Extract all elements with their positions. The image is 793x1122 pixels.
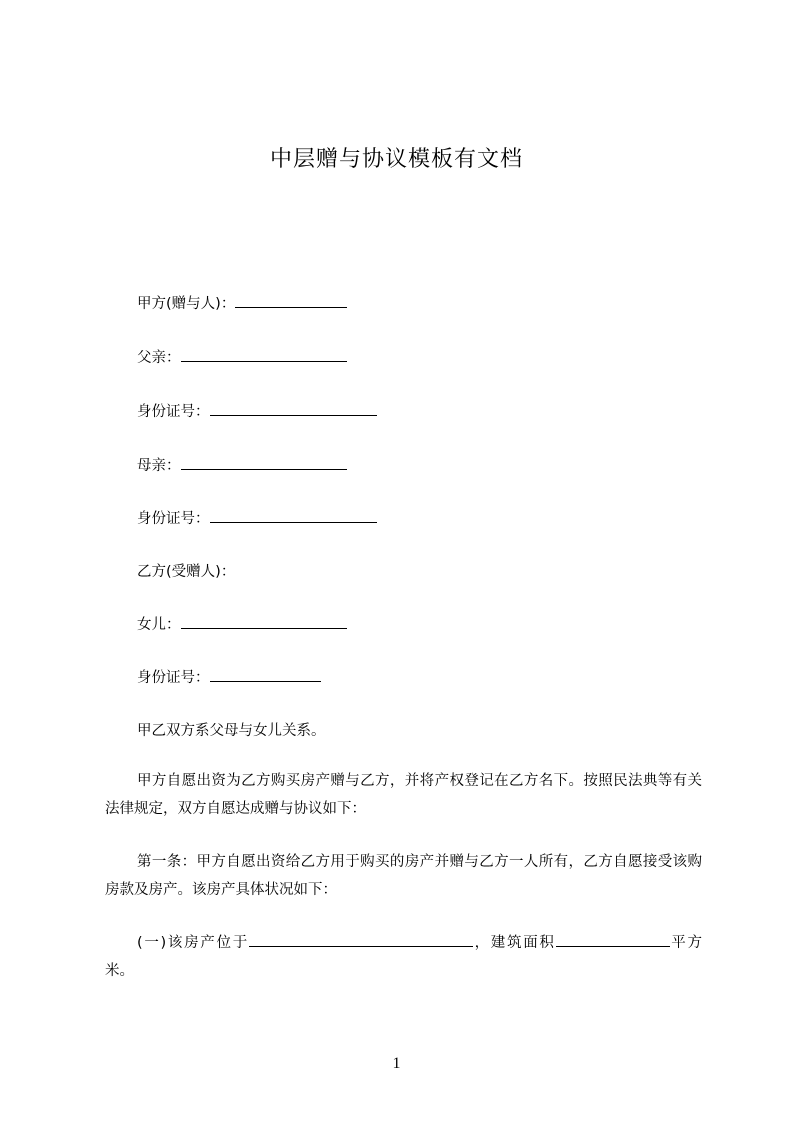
daughter-line <box>137 613 347 634</box>
father-label: 父亲： <box>137 350 181 366</box>
party-a-label: 甲方(赠与人)： <box>137 296 236 312</box>
party-a-line <box>137 292 347 313</box>
father-id-blank <box>210 401 377 416</box>
mother-id-label: 身份证号： <box>137 511 210 527</box>
property-area-blank <box>556 932 670 947</box>
paragraph-property-location <box>105 929 702 985</box>
paragraph-intro: 甲方自愿出资为乙方购买房产赠与乙方，并将产权登记在乙方名下。按照民法典等有关法律规定，双方自愿达成赠与协议如下： <box>105 773 702 817</box>
father-id-line <box>137 400 377 421</box>
mother-id-line <box>137 507 377 528</box>
mother-blank <box>181 455 347 470</box>
document-title: 中层赠与协议模板有文档 <box>269 147 523 172</box>
daughter-id-label: 身份证号： <box>137 670 210 686</box>
daughter-label: 女儿： <box>137 617 181 633</box>
property-location-prefix: (一)该房产位于 <box>137 935 249 951</box>
property-area-label: ，建筑面积 <box>472 935 556 951</box>
property-area-unit: 平方米。 <box>105 935 703 979</box>
paragraph-article-one: 第一条：甲方自愿出资给乙方用于购买的房产并赠与乙方一人所有，乙方自愿接受该购房款及房产。该房产具体状况如下： <box>105 854 702 898</box>
father-id-label: 身份证号： <box>137 404 210 420</box>
party-b-label: 乙方(受赠人)： <box>137 564 236 580</box>
page-number: 1 <box>392 1055 401 1072</box>
mother-label: 母亲： <box>137 458 181 474</box>
party-b-line <box>137 560 235 581</box>
property-location-blank <box>249 932 473 947</box>
father-blank <box>181 347 347 362</box>
daughter-id-blank <box>210 667 321 682</box>
mother-line <box>137 454 347 475</box>
relation-statement: 甲乙双方系父母与女儿关系。 <box>137 723 326 739</box>
party-a-blank <box>235 293 347 308</box>
father-line <box>137 346 347 367</box>
daughter-blank <box>181 614 347 629</box>
mother-id-blank <box>210 508 377 523</box>
daughter-id-line <box>137 666 321 687</box>
